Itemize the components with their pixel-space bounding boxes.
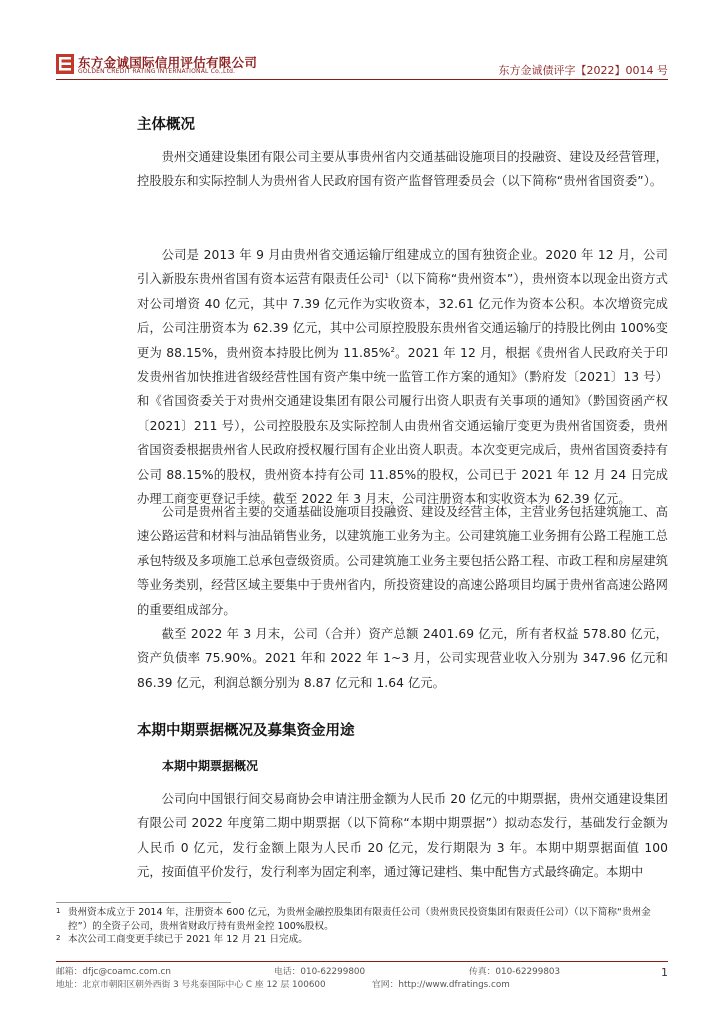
footer-website[interactable]: 官网：http://www.dfratings.com — [372, 980, 510, 990]
company-logo-icon — [56, 54, 74, 74]
footnote-number: 2 — [56, 934, 61, 942]
footnote-text: 贵州资本成立于 2014 年，注册资本 600 亿元，为贵州金融控股集团有限责任公司（贵州贵民投资集团有限责任公司）（以下简称“贵州金控”）的全资子公司，贵州省财政厅持有贵州金控 100%股权。 — [68, 907, 651, 932]
paragraph-1: 贵州交通建设集团有限公司主要从事贵州省内交通基础设施项目的投融资、建设及经营管理，控股股东和实际控制人为贵州省人民政府国有资产监督管理委员会（以下简称“贵州省国资委”）。 — [137, 150, 668, 189]
paragraph-2 — [137, 243, 668, 511]
page-number: 1 — [661, 966, 668, 979]
report-number: 东方金诚债评字【2022】0014 号 — [498, 64, 668, 77]
paragraph-4: 截至 2022 年 3 月末，公司（合并）资产总额 2401.69 亿元，所有者权益 578.80 亿元，资产负债率 75.90%。2021 年和 2022 年 1~3 月，公司实现营业收入分别为 347.96 亿元和 86.39 亿元，利润总额分别为 8.87 亿元和 1.64 亿元。 — [137, 627, 668, 690]
page-header — [0, 0, 724, 80]
company-name-en: GOLDEN CREDIT RATING INTERNATIONAL Co.,Ltd. — [78, 68, 236, 75]
footnote-2 — [56, 933, 668, 947]
section-title-overview: 主体概况 — [137, 117, 195, 133]
footer-divider — [56, 961, 668, 962]
footnote-text: 本次公司工商变更手续已于 2021 年 12 月 21 日完成。 — [68, 934, 308, 945]
paragraph-5: 公司向中国银行间交易商协会申请注册金额为人民币 20 亿元的中期票据，贵州交通建设集团有限公司 2022 年度第二期中期票据（以下简称“本期中期票据”）拟动态发行，基础发行金额为人民币 0 亿元，发行金额上限为人民币 20 亿元，发行期限为 3 年。本期中期票据面值 100 元，按面值平价发行，发行利率为固定利率，通过簿记建档、集中配售方式最终确定。本期中 — [137, 792, 668, 880]
paragraph-2-part-b: （以下简称“贵州资本”），贵州资本以现金出资方式对公司增资 40 亿元，其中 7.39 亿元作为实收资本，32.61 亿元作为资本公积。本次增资完成后，公司注册资本为 62.39 亿元，其中公司原控股股东贵州省交通运输厅的持股比例由 100%变更为 88.15%，贵州资本持股比例为 11.85% — [137, 272, 668, 360]
footnote-ref-2[interactable]: 2 — [390, 345, 395, 354]
page-footer — [56, 964, 668, 990]
header-divider — [56, 79, 668, 80]
paragraph-3: 公司是贵州省主要的交通基础设施项目投融资、建设及经营主体，主营业务包括建筑施工、高速公路运营和材料与油品销售业务，以建筑施工业务为主。公司建筑施工业务拥有公路工程施工总承包特级及多项施工总承包壹级资质。公司建筑施工业务主要包括公路工程、市政工程和房屋建筑等业务类别，经营区域主要集中于贵州省内，所投资建设的高速公路项目均属于贵州省高速公路网的重要组成部分。 — [137, 505, 668, 617]
paragraph-2-part-c: 。2021 年 12 月，根据《贵州省人民政府关于印发贵州省加快推进省级经营性国有资产集中统一监管工作方案的通知》（黔府发〔2021〕13 号）和《省国资委关于对贵州交通建设集团有限公司履行出资人职责有关事项的通知》（黔国资函产权〔2021〕211 号），公司控股股东及实际控制人由贵州省交通运输厅变更为贵州省国资委，贵州省国资委根据贵州省人民政府授权履行国有企业出资人职责。本次变更完成后，贵州省国资委持有公司 88.15%的股权，贵州资本持有公司 11.85%的股权，公司已于 2021 年 12 月 24 日完成办理工商变更登记手续。截至 2022 年 3 月末，公司注册资本和实收资本为 62.39 亿元。 — [137, 345, 668, 507]
footer-address: 地址：北京市朝阳区朝外西街 3 号兆泰国际中心 C 座 12 层 100600 — [56, 980, 326, 990]
paragraph-2-part-a: 公司是 2013 年 9 月由贵州省交通运输厅组建成立的国有独资企业。2020 年 12 月，公司引入新股东贵州省国有资本运营有限责任公司 — [137, 248, 668, 287]
footer-email[interactable]: 邮箱：dfjc@coamc.com.cn — [56, 967, 171, 977]
footnotes — [56, 906, 668, 947]
footnote-number: 1 — [56, 907, 61, 915]
footnote-divider — [56, 902, 231, 903]
footnote-ref-1[interactable]: 1 — [384, 272, 390, 281]
company-name-cn: 东方金诚国际信用评估有限公司 — [78, 55, 258, 70]
footer-phone: 电话：010-62299800 — [274, 967, 366, 977]
subsection-title: 本期中期票据概况 — [162, 759, 259, 773]
section-title-notes: 本期中期票据概况及募集资金用途 — [137, 723, 355, 739]
footnote-1 — [56, 906, 668, 933]
footer-fax: 传真：010-62299803 — [469, 967, 561, 977]
